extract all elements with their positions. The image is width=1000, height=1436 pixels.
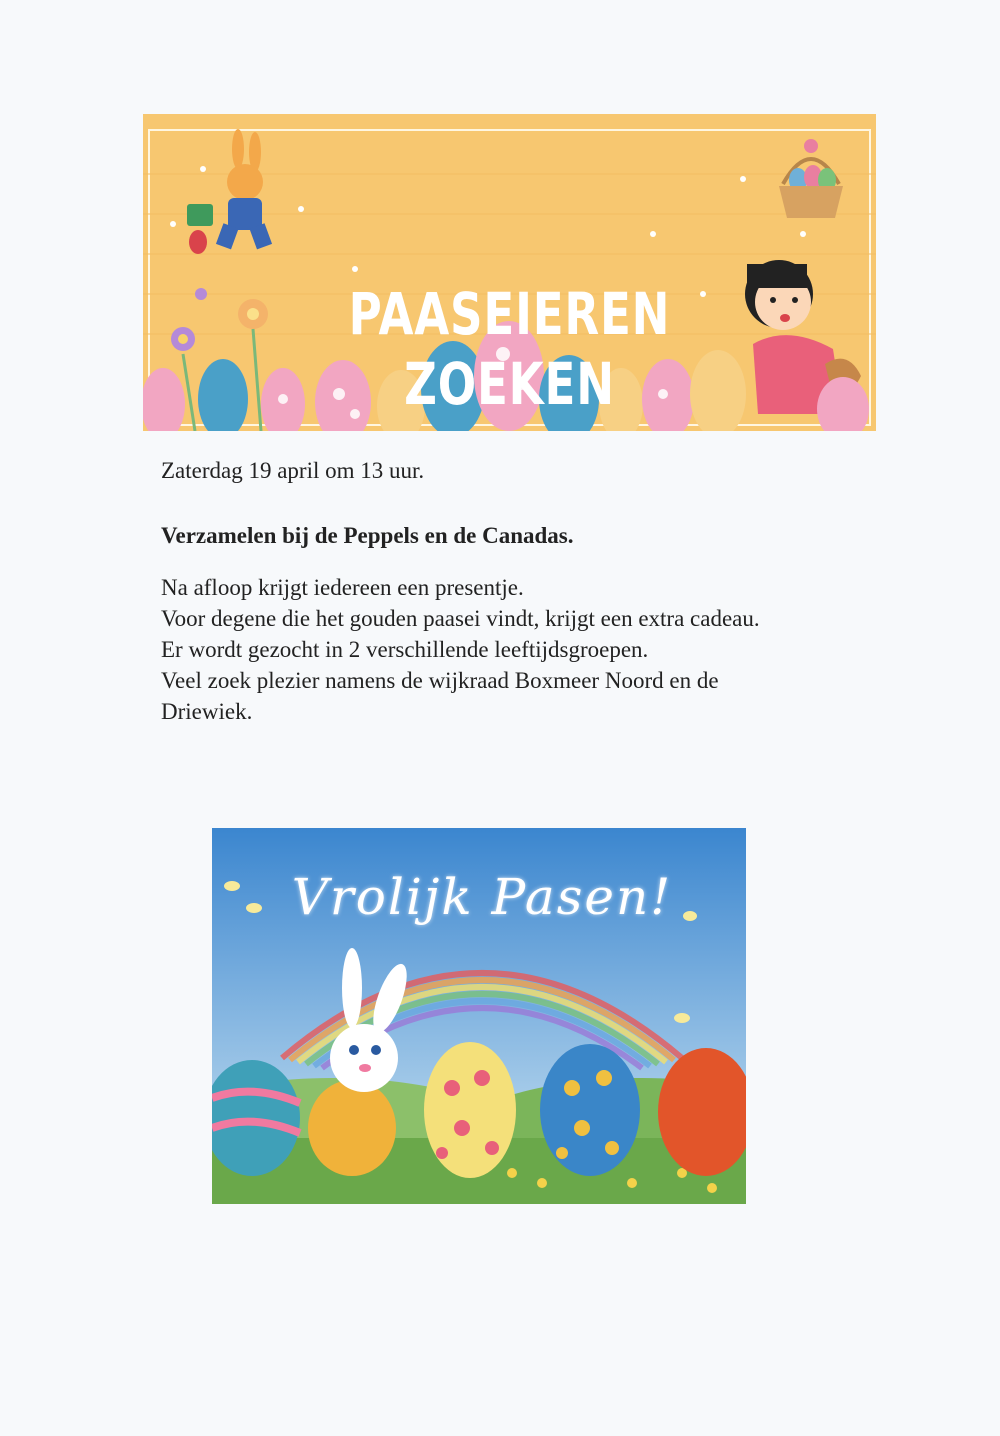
- detail-line: Voor degene die het gouden paasei vindt, krijgt een extra cadeau.: [161, 606, 760, 631]
- easter-greeting-card: [212, 828, 746, 1204]
- banner-title-line2: ZOEKEN: [404, 350, 615, 418]
- detail-line: Veel zoek plezier namens de wijkraad Boxmeer Noord en de: [161, 668, 719, 693]
- meeting-point: Verzamelen bij de Peppels en de Canadas.: [161, 523, 574, 548]
- event-details: [161, 572, 881, 727]
- detail-line: Na afloop krijgt iedereen een presentje.: [161, 575, 524, 600]
- easter-hunt-banner: [143, 114, 876, 431]
- detail-line: Er wordt gezocht in 2 verschillende leeftijdsgroepen.: [161, 637, 649, 662]
- greeting-text: Vrolijk Pasen!: [291, 868, 673, 926]
- banner-title-line1: PAASEIEREN: [348, 280, 671, 348]
- detail-line: Driewiek.: [161, 699, 253, 724]
- event-date: Zaterdag 19 april om 13 uur.: [161, 458, 425, 483]
